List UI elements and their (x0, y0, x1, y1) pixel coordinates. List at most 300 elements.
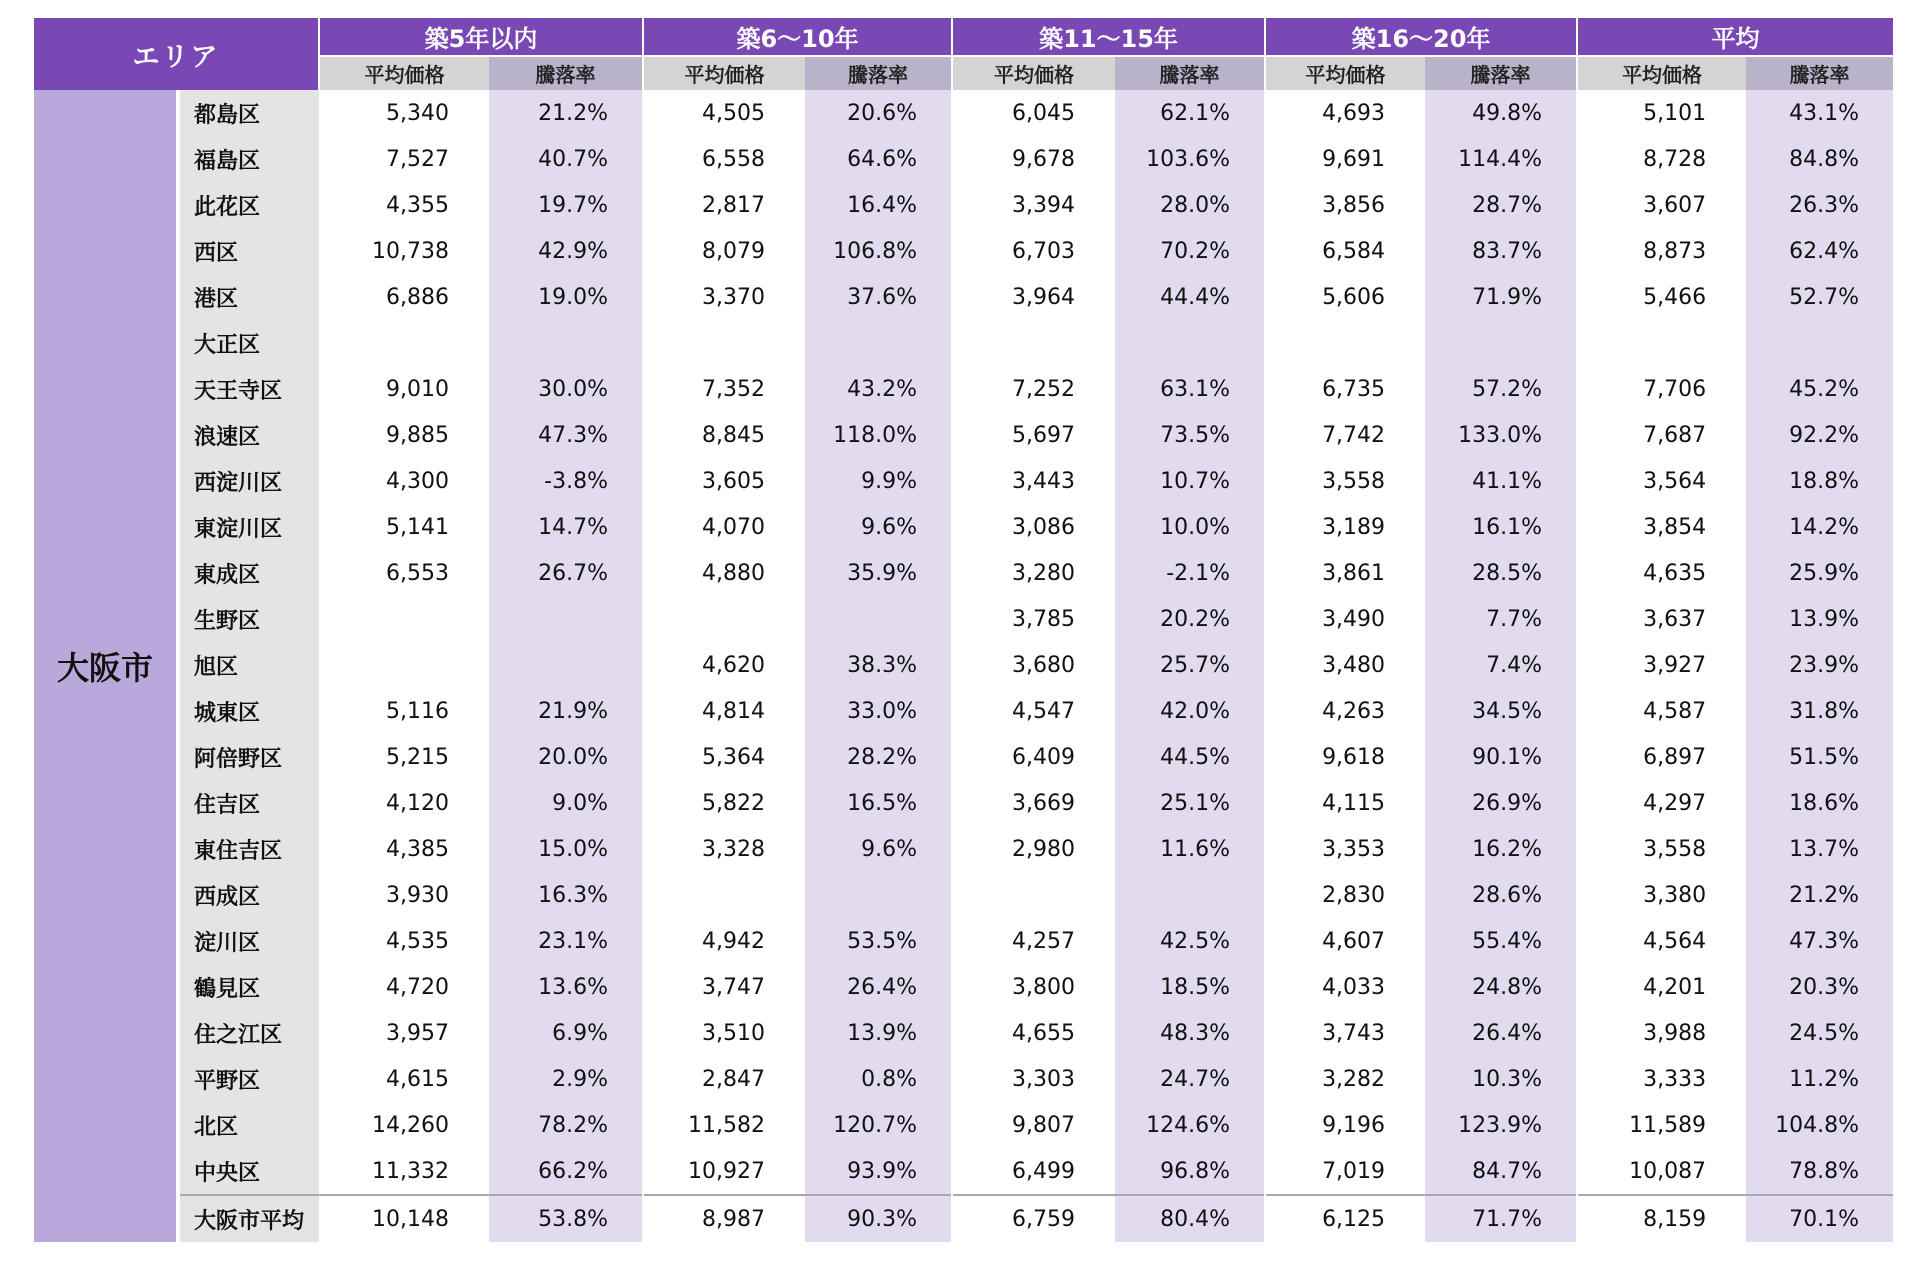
city-label: 大阪市 (34, 90, 178, 1242)
table-row (34, 1148, 1894, 1195)
price-cell: 4,720 (319, 964, 489, 1010)
rate-cell: 18.6% (1746, 780, 1894, 826)
rate-cell: 83.7% (1425, 228, 1577, 274)
table-row (34, 550, 1894, 596)
price-cell: 4,620 (643, 642, 805, 688)
price-cell: 4,115 (1265, 780, 1425, 826)
rate-cell (489, 596, 643, 642)
price-cell: 7,742 (1265, 412, 1425, 458)
rate-cell: 21.2% (1746, 872, 1894, 918)
price-cell: 4,814 (643, 688, 805, 734)
price-cell (643, 872, 805, 918)
rate-column-header: 騰落率 (1425, 56, 1577, 90)
price-cell: 5,697 (952, 412, 1115, 458)
price-cell: 6,703 (952, 228, 1115, 274)
rate-cell: 20.0% (489, 734, 643, 780)
rate-cell: 104.8% (1746, 1102, 1894, 1148)
rate-cell: 26.4% (805, 964, 952, 1010)
rate-cell: 40.7% (489, 136, 643, 182)
rate-cell: 9.0% (489, 780, 643, 826)
price-cell (1265, 320, 1425, 366)
rate-cell: 62.4% (1746, 228, 1894, 274)
rate-cell: 20.6% (805, 90, 952, 136)
price-cell: 3,607 (1577, 182, 1746, 228)
rate-cell: 16.4% (805, 182, 952, 228)
rate-cell: 55.4% (1425, 918, 1577, 964)
group-header: 築11～15年 (952, 18, 1265, 56)
price-cell (319, 642, 489, 688)
rate-cell: 44.5% (1115, 734, 1265, 780)
price-cell: 5,116 (319, 688, 489, 734)
group-header: 築6～10年 (643, 18, 952, 56)
rate-cell: 20.2% (1115, 596, 1265, 642)
price-cell: 8,728 (1577, 136, 1746, 182)
price-cell: 10,148 (319, 1195, 489, 1242)
price-cell: 9,618 (1265, 734, 1425, 780)
rate-cell: 51.5% (1746, 734, 1894, 780)
price-cell: 3,480 (1265, 642, 1425, 688)
rate-column-header: 騰落率 (1115, 56, 1265, 90)
price-cell: 8,845 (643, 412, 805, 458)
price-cell: 6,125 (1265, 1195, 1425, 1242)
table-row (34, 872, 1894, 918)
price-cell: 8,079 (643, 228, 805, 274)
rate-cell: 37.6% (805, 274, 952, 320)
rate-cell (805, 596, 952, 642)
price-column-header: 平均価格 (319, 56, 489, 90)
table-body (34, 90, 1894, 1242)
price-cell: 3,669 (952, 780, 1115, 826)
rate-cell: 41.1% (1425, 458, 1577, 504)
rate-cell: 10.3% (1425, 1056, 1577, 1102)
price-cell: 3,680 (952, 642, 1115, 688)
price-cell: 2,817 (643, 182, 805, 228)
rate-cell: 120.7% (805, 1102, 952, 1148)
rate-cell: 42.0% (1115, 688, 1265, 734)
table-row (34, 1102, 1894, 1148)
table-row (34, 1010, 1894, 1056)
table-row (34, 504, 1894, 550)
table-row (34, 964, 1894, 1010)
price-cell: 3,333 (1577, 1056, 1746, 1102)
ward-name: 天王寺区 (178, 366, 319, 412)
rate-column-header: 騰落率 (805, 56, 952, 90)
rate-cell: 118.0% (805, 412, 952, 458)
table-row (34, 412, 1894, 458)
rate-cell: 2.9% (489, 1056, 643, 1102)
rate-cell: 14.7% (489, 504, 643, 550)
rate-cell: 49.8% (1425, 90, 1577, 136)
group-header-row (34, 18, 1894, 56)
price-cell: 6,045 (952, 90, 1115, 136)
price-cell: 8,159 (1577, 1195, 1746, 1242)
price-cell: 3,189 (1265, 504, 1425, 550)
rate-cell: 84.8% (1746, 136, 1894, 182)
price-cell: 5,822 (643, 780, 805, 826)
ward-name: 住吉区 (178, 780, 319, 826)
rate-cell: 53.8% (489, 1195, 643, 1242)
price-cell: 4,385 (319, 826, 489, 872)
price-cell: 8,873 (1577, 228, 1746, 274)
price-cell: 3,443 (952, 458, 1115, 504)
price-table (34, 18, 1895, 1242)
rate-cell (1746, 320, 1894, 366)
rate-cell: 26.9% (1425, 780, 1577, 826)
rate-cell: 57.2% (1425, 366, 1577, 412)
price-cell: 6,735 (1265, 366, 1425, 412)
price-cell: 4,693 (1265, 90, 1425, 136)
price-cell: 4,033 (1265, 964, 1425, 1010)
price-cell: 11,589 (1577, 1102, 1746, 1148)
rate-cell: 90.1% (1425, 734, 1577, 780)
rate-cell: 63.1% (1115, 366, 1265, 412)
rate-cell: 133.0% (1425, 412, 1577, 458)
price-cell: 7,527 (319, 136, 489, 182)
rate-cell: 78.8% (1746, 1148, 1894, 1195)
table-row (34, 918, 1894, 964)
rate-cell: 0.8% (805, 1056, 952, 1102)
price-cell: 6,759 (952, 1195, 1115, 1242)
rate-cell: 30.0% (489, 366, 643, 412)
price-cell: 3,637 (1577, 596, 1746, 642)
rate-cell: 18.8% (1746, 458, 1894, 504)
price-cell: 3,747 (643, 964, 805, 1010)
rate-cell: 7.4% (1425, 642, 1577, 688)
rate-cell: 71.7% (1425, 1195, 1577, 1242)
rate-cell: 92.2% (1746, 412, 1894, 458)
rate-cell: 64.6% (805, 136, 952, 182)
price-cell: 4,257 (952, 918, 1115, 964)
price-cell: 4,120 (319, 780, 489, 826)
price-cell: 3,280 (952, 550, 1115, 596)
price-cell: 11,582 (643, 1102, 805, 1148)
rate-cell (1425, 320, 1577, 366)
table-row (34, 458, 1894, 504)
price-cell: 4,070 (643, 504, 805, 550)
rate-cell: 62.1% (1115, 90, 1265, 136)
ward-name: 都島区 (178, 90, 319, 136)
table-row (34, 320, 1894, 366)
price-cell: 4,297 (1577, 780, 1746, 826)
rate-cell: 19.0% (489, 274, 643, 320)
rate-cell: 35.9% (805, 550, 952, 596)
price-cell: 3,856 (1265, 182, 1425, 228)
price-cell: 7,352 (643, 366, 805, 412)
rate-cell: 16.1% (1425, 504, 1577, 550)
rate-cell: 114.4% (1425, 136, 1577, 182)
rate-cell: 71.9% (1425, 274, 1577, 320)
rate-cell: 53.5% (805, 918, 952, 964)
price-cell: 3,558 (1577, 826, 1746, 872)
price-cell: 3,854 (1577, 504, 1746, 550)
rate-column-header: 騰落率 (489, 56, 643, 90)
rate-cell: 78.2% (489, 1102, 643, 1148)
price-cell: 3,353 (1265, 826, 1425, 872)
price-cell: 7,687 (1577, 412, 1746, 458)
rate-cell: 103.6% (1115, 136, 1265, 182)
rate-cell: 14.2% (1746, 504, 1894, 550)
rate-cell: 24.7% (1115, 1056, 1265, 1102)
group-header: 平均 (1577, 18, 1894, 56)
price-cell (1577, 320, 1746, 366)
price-cell (952, 320, 1115, 366)
price-cell: 9,678 (952, 136, 1115, 182)
rate-cell (1115, 872, 1265, 918)
rate-cell (489, 642, 643, 688)
price-column-header: 平均価格 (1577, 56, 1746, 90)
price-cell: 3,510 (643, 1010, 805, 1056)
price-cell: 9,010 (319, 366, 489, 412)
price-cell: 5,466 (1577, 274, 1746, 320)
ward-name: 淀川区 (178, 918, 319, 964)
price-cell: 4,535 (319, 918, 489, 964)
ward-name: 東淀川区 (178, 504, 319, 550)
rate-cell: 10.0% (1115, 504, 1265, 550)
table-row (34, 780, 1894, 826)
price-cell: 6,584 (1265, 228, 1425, 274)
rate-cell: 16.2% (1425, 826, 1577, 872)
price-cell: 3,303 (952, 1056, 1115, 1102)
rate-cell: 26.3% (1746, 182, 1894, 228)
rate-cell: 28.0% (1115, 182, 1265, 228)
rate-cell: 84.7% (1425, 1148, 1577, 1195)
price-cell: 10,738 (319, 228, 489, 274)
rate-cell: 90.3% (805, 1195, 952, 1242)
price-cell: 2,980 (952, 826, 1115, 872)
price-cell (643, 596, 805, 642)
price-cell: 5,340 (319, 90, 489, 136)
ward-name: 西淀川区 (178, 458, 319, 504)
rate-cell: 18.5% (1115, 964, 1265, 1010)
rate-cell (1115, 320, 1265, 366)
price-cell: 7,019 (1265, 1148, 1425, 1195)
rate-cell: 13.7% (1746, 826, 1894, 872)
rate-column-header: 騰落率 (1746, 56, 1894, 90)
price-cell: 3,394 (952, 182, 1115, 228)
price-cell: 3,380 (1577, 872, 1746, 918)
price-cell: 3,957 (319, 1010, 489, 1056)
rate-cell: 80.4% (1115, 1195, 1265, 1242)
table-header (34, 18, 1894, 90)
rate-cell: 93.9% (805, 1148, 952, 1195)
rate-cell: 9.6% (805, 826, 952, 872)
ward-name: 城東区 (178, 688, 319, 734)
price-cell: 6,886 (319, 274, 489, 320)
average-label: 大阪市平均 (178, 1195, 319, 1242)
price-cell: 4,635 (1577, 550, 1746, 596)
rate-cell: 66.2% (489, 1148, 643, 1195)
ward-name: 旭区 (178, 642, 319, 688)
rate-cell: 43.2% (805, 366, 952, 412)
table-row (34, 366, 1894, 412)
price-cell: 3,785 (952, 596, 1115, 642)
rate-cell: 45.2% (1746, 366, 1894, 412)
rate-cell: -3.8% (489, 458, 643, 504)
table-row (34, 826, 1894, 872)
ward-name: 港区 (178, 274, 319, 320)
price-cell: 4,587 (1577, 688, 1746, 734)
rate-cell: 38.3% (805, 642, 952, 688)
rate-cell: 26.4% (1425, 1010, 1577, 1056)
ward-name: 生野区 (178, 596, 319, 642)
price-cell: 4,607 (1265, 918, 1425, 964)
price-cell: 7,706 (1577, 366, 1746, 412)
price-cell: 3,927 (1577, 642, 1746, 688)
price-cell: 4,355 (319, 182, 489, 228)
rate-cell: 9.9% (805, 458, 952, 504)
price-cell: 3,558 (1265, 458, 1425, 504)
price-cell: 11,332 (319, 1148, 489, 1195)
ward-name: 浪速区 (178, 412, 319, 458)
price-cell: 3,988 (1577, 1010, 1746, 1056)
price-cell: 3,861 (1265, 550, 1425, 596)
price-cell: 3,564 (1577, 458, 1746, 504)
price-cell: 4,942 (643, 918, 805, 964)
rate-cell: 48.3% (1115, 1010, 1265, 1056)
ward-name: 西区 (178, 228, 319, 274)
ward-name: 鶴見区 (178, 964, 319, 1010)
rate-cell: 15.0% (489, 826, 643, 872)
ward-name: 住之江区 (178, 1010, 319, 1056)
rate-cell: 16.5% (805, 780, 952, 826)
price-cell: 3,743 (1265, 1010, 1425, 1056)
ward-name: 中央区 (178, 1148, 319, 1195)
rate-cell: 21.2% (489, 90, 643, 136)
rate-cell: 52.7% (1746, 274, 1894, 320)
rate-cell: 25.9% (1746, 550, 1894, 596)
price-cell: 3,964 (952, 274, 1115, 320)
table-row (34, 136, 1894, 182)
price-column-header: 平均価格 (643, 56, 805, 90)
ward-name: 此花区 (178, 182, 319, 228)
price-cell: 3,370 (643, 274, 805, 320)
rate-cell: 13.9% (805, 1010, 952, 1056)
ward-name: 東住吉区 (178, 826, 319, 872)
price-cell: 14,260 (319, 1102, 489, 1148)
rate-cell: 96.8% (1115, 1148, 1265, 1195)
rate-cell: 26.7% (489, 550, 643, 596)
rate-cell: 47.3% (489, 412, 643, 458)
rate-cell (805, 320, 952, 366)
rate-cell: 24.8% (1425, 964, 1577, 1010)
price-cell: 4,564 (1577, 918, 1746, 964)
price-cell: 3,282 (1265, 1056, 1425, 1102)
price-cell: 2,830 (1265, 872, 1425, 918)
ward-name: 福島区 (178, 136, 319, 182)
price-cell: 6,499 (952, 1148, 1115, 1195)
rate-cell: 25.1% (1115, 780, 1265, 826)
group-header: 築5年以内 (319, 18, 643, 56)
price-cell (319, 596, 489, 642)
price-cell: 3,800 (952, 964, 1115, 1010)
table-row (34, 228, 1894, 274)
price-cell: 6,553 (319, 550, 489, 596)
table-row (34, 596, 1894, 642)
price-cell: 2,847 (643, 1056, 805, 1102)
rate-cell: 7.7% (1425, 596, 1577, 642)
price-column-header: 平均価格 (1265, 56, 1425, 90)
price-cell: 5,364 (643, 734, 805, 780)
rate-cell: 34.5% (1425, 688, 1577, 734)
price-cell: 4,505 (643, 90, 805, 136)
rate-cell: 13.6% (489, 964, 643, 1010)
price-cell: 5,101 (1577, 90, 1746, 136)
price-cell: 3,328 (643, 826, 805, 872)
price-cell: 6,558 (643, 136, 805, 182)
rate-cell: 43.1% (1746, 90, 1894, 136)
rate-cell: -2.1% (1115, 550, 1265, 596)
table-row (34, 642, 1894, 688)
price-cell: 4,615 (319, 1056, 489, 1102)
rate-cell: 31.8% (1746, 688, 1894, 734)
rate-cell: 9.6% (805, 504, 952, 550)
price-cell: 3,086 (952, 504, 1115, 550)
rate-cell: 73.5% (1115, 412, 1265, 458)
rate-cell: 6.9% (489, 1010, 643, 1056)
rate-cell: 13.9% (1746, 596, 1894, 642)
ward-name: 大正区 (178, 320, 319, 366)
rate-cell: 28.5% (1425, 550, 1577, 596)
table-row (34, 688, 1894, 734)
rate-cell: 42.5% (1115, 918, 1265, 964)
rate-cell: 25.7% (1115, 642, 1265, 688)
table-row (34, 274, 1894, 320)
group-header: 築16～20年 (1265, 18, 1577, 56)
rate-cell (489, 320, 643, 366)
rate-cell: 70.1% (1746, 1195, 1894, 1242)
price-cell: 8,987 (643, 1195, 805, 1242)
price-cell: 4,880 (643, 550, 805, 596)
price-cell: 3,930 (319, 872, 489, 918)
table-row (34, 182, 1894, 228)
price-cell: 5,606 (1265, 274, 1425, 320)
price-cell: 4,263 (1265, 688, 1425, 734)
rate-cell: 28.2% (805, 734, 952, 780)
area-header: エリア (34, 18, 319, 90)
rate-cell: 16.3% (489, 872, 643, 918)
rate-cell: 23.9% (1746, 642, 1894, 688)
rate-cell: 42.9% (489, 228, 643, 274)
rate-cell: 70.2% (1115, 228, 1265, 274)
table-row (34, 1056, 1894, 1102)
price-cell: 4,655 (952, 1010, 1115, 1056)
price-cell (643, 320, 805, 366)
rate-cell: 124.6% (1115, 1102, 1265, 1148)
rate-cell: 10.7% (1115, 458, 1265, 504)
rate-cell (805, 872, 952, 918)
rate-cell: 28.7% (1425, 182, 1577, 228)
rate-cell: 20.3% (1746, 964, 1894, 1010)
price-cell: 9,807 (952, 1102, 1115, 1148)
average-row (34, 1195, 1894, 1242)
ward-name: 西成区 (178, 872, 319, 918)
price-cell: 9,196 (1265, 1102, 1425, 1148)
rate-cell: 11.2% (1746, 1056, 1894, 1102)
price-cell: 4,201 (1577, 964, 1746, 1010)
rate-cell: 44.4% (1115, 274, 1265, 320)
rate-cell: 106.8% (805, 228, 952, 274)
price-cell: 6,409 (952, 734, 1115, 780)
rate-cell: 123.9% (1425, 1102, 1577, 1148)
ward-name: 平野区 (178, 1056, 319, 1102)
price-cell: 3,490 (1265, 596, 1425, 642)
rate-cell: 28.6% (1425, 872, 1577, 918)
price-cell: 6,897 (1577, 734, 1746, 780)
rate-cell: 19.7% (489, 182, 643, 228)
price-cell: 7,252 (952, 366, 1115, 412)
price-cell: 5,215 (319, 734, 489, 780)
rate-cell: 21.9% (489, 688, 643, 734)
